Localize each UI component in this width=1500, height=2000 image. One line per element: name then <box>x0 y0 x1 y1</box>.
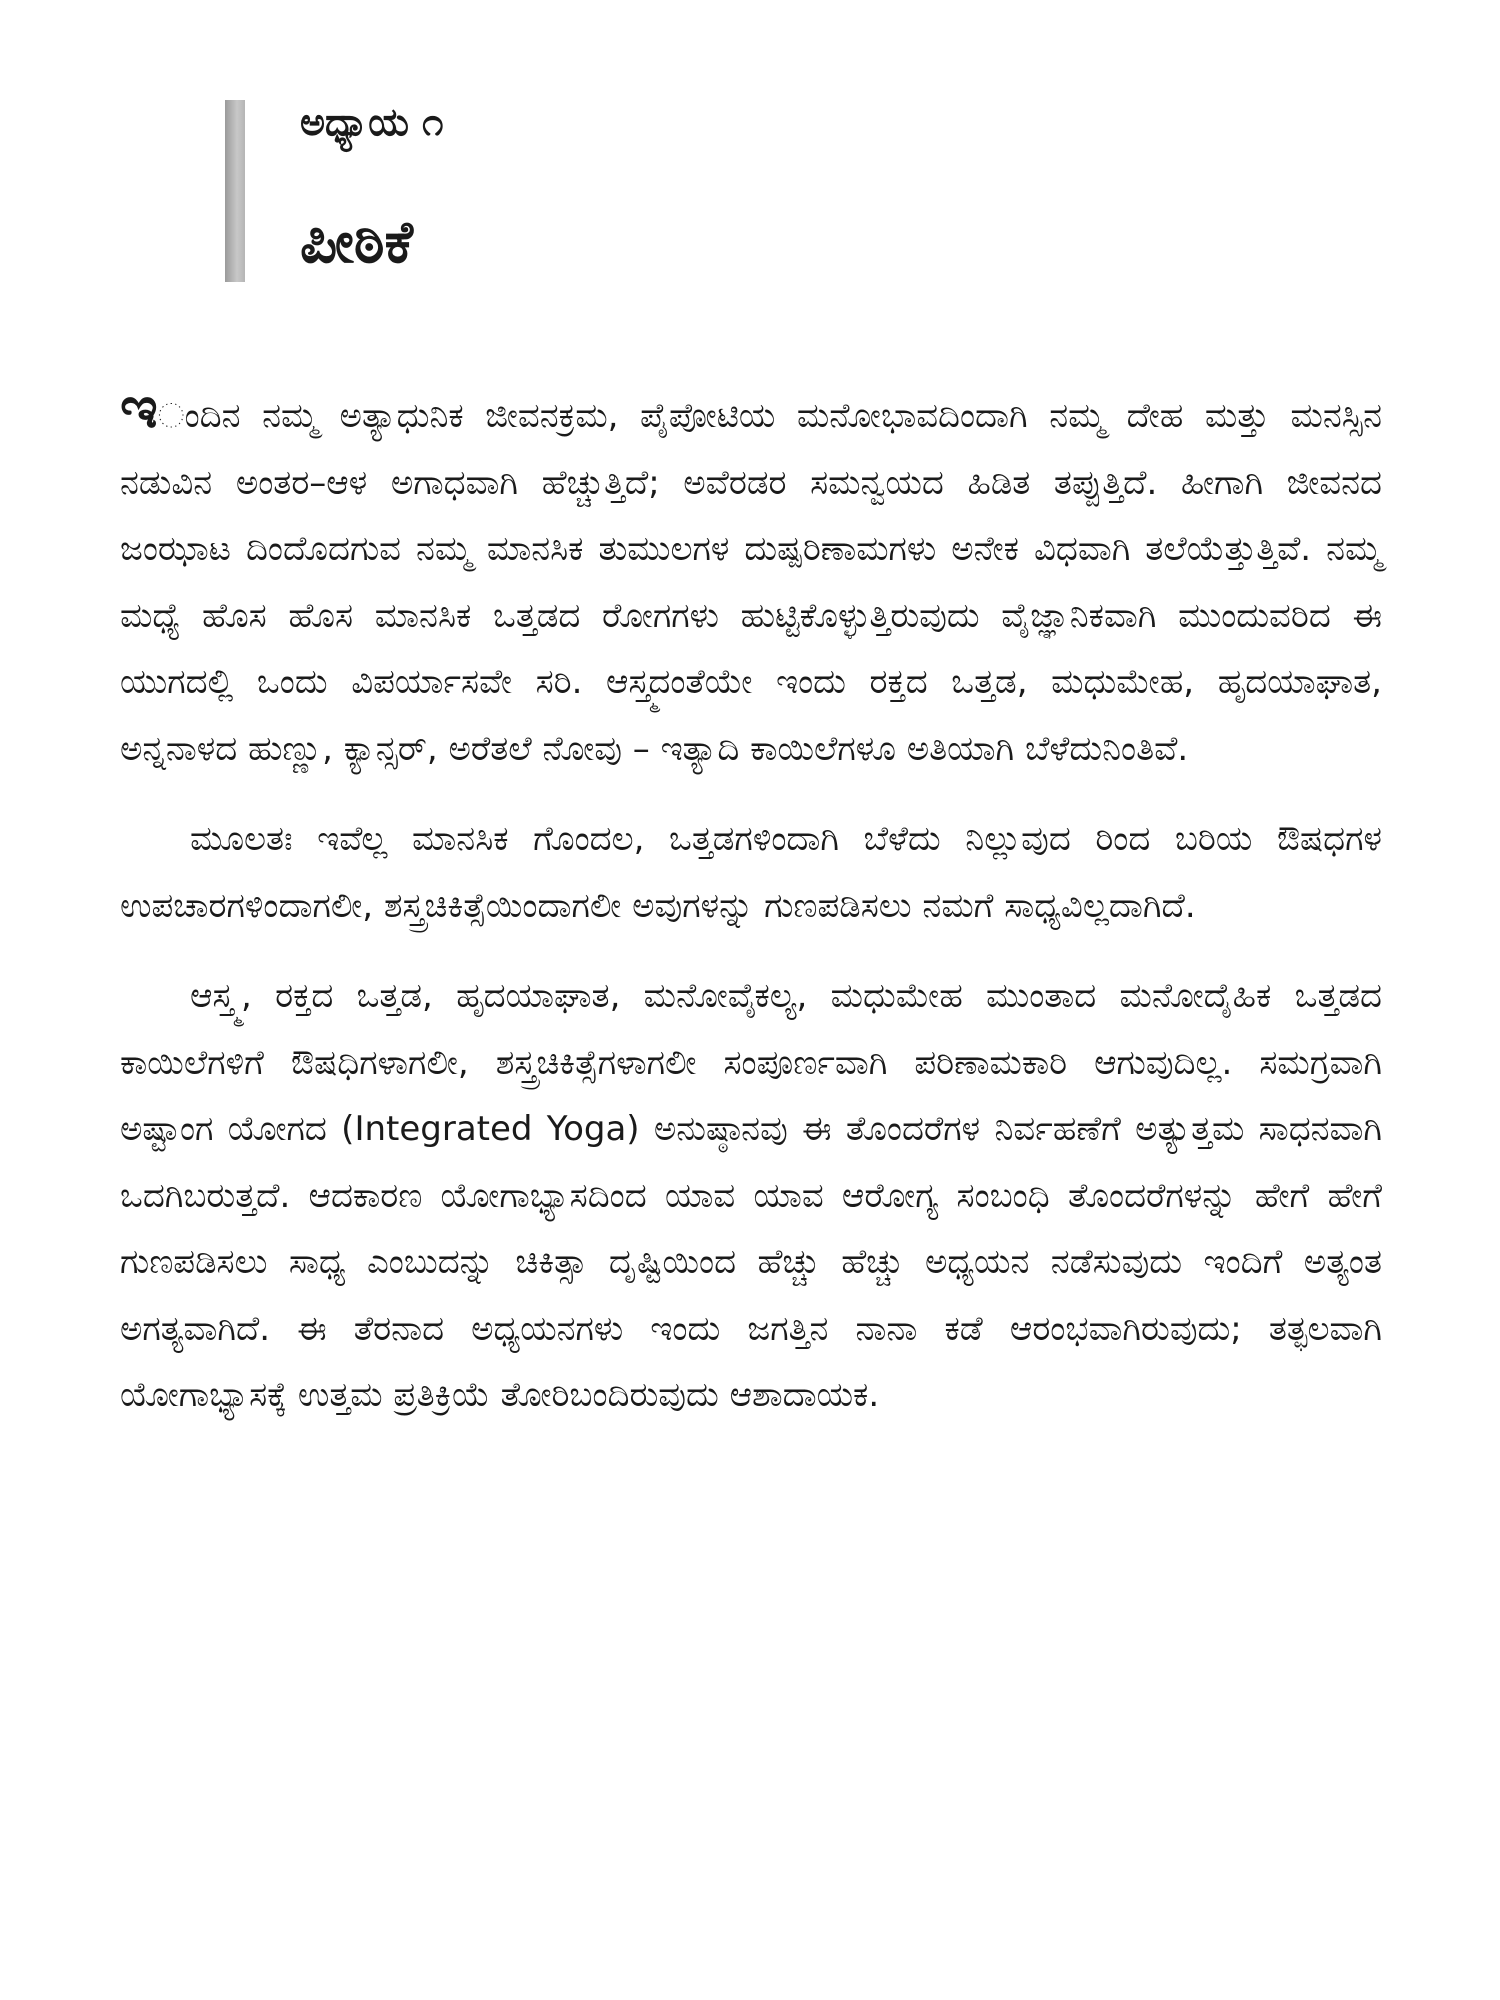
paragraph-1-text: ಂದಿನ ನಮ್ಮ ಅತ್ಯಾಧುನಿಕ ಜೀವನಕ್ರಮ, ಪೈಪೋಟಿಯ ಮನೋಭಾವದಿಂದಾಗಿ ನಮ್ಮ ದೇಹ ಮತ್ತು ಮನಸ್ಸಿನ ನಡುವಿನ ಅಂತರ–ಆಳ ಅಗಾಧವಾಗಿ ಹೆಚ್ಚುತ್ತಿದೆ; ಅವೆರಡರ ಸಮನ್ವಯದ ಹಿಡಿತ ತಪ್ಪುತ್ತಿದೆ. ಹೀಗಾಗಿ ಜೀವನದ ಜಂಝಾಟ ದಿಂದೊದಗುವ ನಮ್ಮ ಮಾನಸಿಕ ತುಮುಲಗಳ ದುಷ್ಪರಿಣಾಮಗಳು ಅನೇಕ ವಿಧವಾಗಿ ತಲೆಯೆತ್ತುತ್ತಿವೆ. ನಮ್ಮ ಮಧ್ಯೆ ಹೊಸ ಹೊಸ ಮಾನಸಿಕ ಒತ್ತಡದ ರೋಗಗಳು ಹುಟ್ಟಿಕೊಳ್ಳುತ್ತಿರುವುದು ವೈಜ್ಞಾನಿಕವಾಗಿ ಮುಂದುವರಿದ ಈ ಯುಗದಲ್ಲಿ ಒಂದು ವಿಪರ್ಯಾಸವೇ ಸರಿ. ಆಸ್ತ್ಮದಂತೆಯೇ ಇಂದು ರಕ್ತದ ಒತ್ತಡ, ಮಧುಮೇಹ, ಹೃದಯಾಘಾತ, ಅನ್ನನಾಳದ ಹುಣ್ಣು, ಕ್ಯಾನ್ಸರ್, ಅರೆತಲೆ ನೋವು – ಇತ್ಯಾದಿ ಕಾಯಿಲೆಗಳೂ ಅತಿಯಾಗಿ ಬೆಳೆದುನಿಂತಿವೆ. <box>120 396 1382 769</box>
body-text <box>120 373 1382 1453</box>
paragraph-3: ಆಸ್ತ್ಮ, ರಕ್ತದ ಒತ್ತಡ, ಹೃದಯಾಘಾತ, ಮನೋವೈಕಲ್ಯ, ಮಧುಮೇಹ ಮುಂತಾದ ಮನೋದೈಹಿಕ ಒತ್ತಡದ ಕಾಯಿಲೆಗಳಿಗೆ ಔಷಧಿಗಳಾಗಲೀ, ಶಸ್ತ್ರಚಿಕಿತ್ಸೆಗಳಾಗಲೀ ಸಂಪೂರ್ಣವಾಗಿ ಪರಿಣಾಮಕಾರಿ ಆಗುವುದಿಲ್ಲ. ಸಮಗ್ರವಾಗಿ ಅಷ್ಟಾಂಗ ಯೋಗದ (Integrated Yoga) ಅನುಷ್ಠಾನವು ಈ ತೊಂದರೆಗಳ ನಿರ್ವಹಣೆಗೆ ಅತ್ಯುತ್ತಮ ಸಾಧನವಾಗಿ ಒದಗಿಬರುತ್ತದೆ. ಆದಕಾರಣ ಯೋಗಾಭ್ಯಾಸದಿಂದ ಯಾವ ಯಾವ ಆರೋಗ್ಯ ಸಂಬಂಧಿ ತೊಂದರೆಗಳನ್ನು ಹೇಗೆ ಹೇಗೆ ಗುಣಪಡಿಸಲು ಸಾಧ್ಯ ಎಂಬುದನ್ನು ಚಿಕಿತ್ಸಾ ದೃಷ್ಟಿಯಿಂದ ಹೆಚ್ಚು ಹೆಚ್ಚು ಅಧ್ಯಯನ ನಡೆಸುವುದು ಇಂದಿಗೆ ಅತ್ಯಂತ ಅಗತ್ಯವಾಗಿದೆ. ಈ ತೆರನಾದ ಅಧ್ಯಯನಗಳು ಇಂದು ಜಗತ್ತಿನ ನಾನಾ ಕಡೆ ಆರಂಭವಾಗಿರುವುದು; ತತ್ಫಲವಾಗಿ ಯೋಗಾಭ್ಯಾಸಕ್ಕೆ ಉತ್ತಮ ಪ್ರತಿಕ್ರಿಯೆ ತೋರಿಬಂದಿರುವುದು ಆಶಾದಾಯಕ. <box>120 976 1382 1415</box>
paragraph-2: ಮೂಲತಃ ಇವೆಲ್ಲ ಮಾನಸಿಕ ಗೊಂದಲ, ಒತ್ತಡಗಳಿಂದಾಗಿ ಬೆಳೆದು ನಿಲ್ಲುವುದ ರಿಂದ ಬರಿಯ ಔಷಧಗಳ ಉಪಚಾರಗಳಿಂದಾಗಲೀ, ಶಸ್ತ್ರಚಿಕಿತ್ಸೆಯಿಂದಾಗಲೀ ಅವುಗಳನ್ನು ಗುಣಪಡಿಸಲು ನಮಗೆ ಸಾಧ್ಯವಿಲ್ಲದಾಗಿದೆ. <box>120 819 1382 926</box>
chapter-title: ಪೀಠಿಕೆ <box>300 208 413 276</box>
chapter-marker-bar <box>225 100 245 282</box>
paragraph-1 <box>120 373 1382 782</box>
drop-cap: ಇ <box>120 373 158 441</box>
chapter-number: ಅಧ್ಯಾಯ ೧ <box>300 100 444 144</box>
chapter-header <box>225 100 925 282</box>
